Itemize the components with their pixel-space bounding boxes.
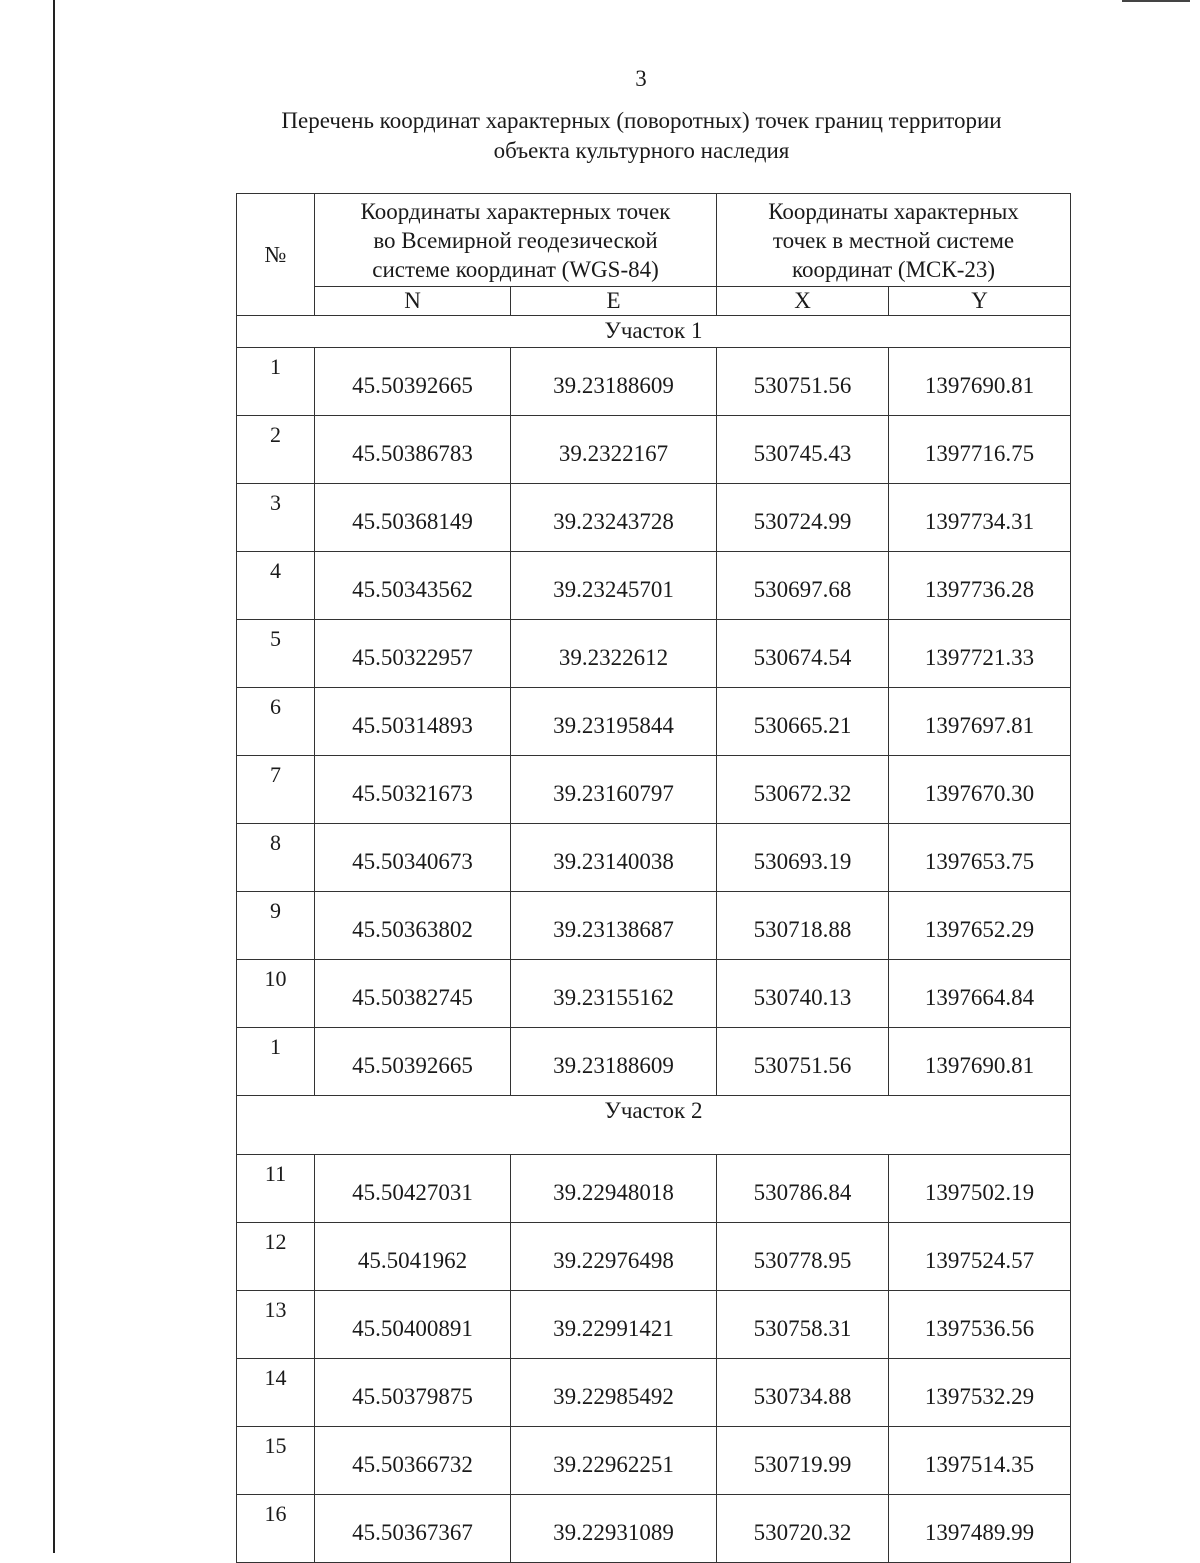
coord-x: 530745.43 — [717, 416, 889, 484]
coord-e: 39.22991421 — [511, 1291, 717, 1359]
coord-n: 45.50392665 — [315, 1028, 511, 1096]
header-wgs-group — [315, 194, 717, 287]
coord-n: 45.50340673 — [315, 824, 511, 892]
coord-y: 1397670.30 — [889, 756, 1071, 824]
coord-y: 1397524.57 — [889, 1223, 1071, 1291]
coord-x: 530786.84 — [717, 1155, 889, 1223]
coord-n: 45.50366732 — [315, 1427, 511, 1495]
point-number: 16 — [237, 1495, 315, 1563]
coord-x: 530778.95 — [717, 1223, 889, 1291]
coord-x: 530734.88 — [717, 1359, 889, 1427]
section-header-row — [237, 316, 1071, 348]
coord-y: 1397734.31 — [889, 484, 1071, 552]
table-row — [237, 484, 1071, 552]
header-y: Y — [889, 287, 1071, 316]
coord-y: 1397653.75 — [889, 824, 1071, 892]
coord-n: 45.50427031 — [315, 1155, 511, 1223]
point-number: 3 — [237, 484, 315, 552]
coord-y: 1397721.33 — [889, 620, 1071, 688]
coord-n: 45.50392665 — [315, 348, 511, 416]
coord-n: 45.50368149 — [315, 484, 511, 552]
coord-x: 530720.32 — [717, 1495, 889, 1563]
coord-y: 1397652.29 — [889, 892, 1071, 960]
coord-n: 45.50322957 — [315, 620, 511, 688]
point-number: 13 — [237, 1291, 315, 1359]
table-row — [237, 1495, 1071, 1563]
coord-y: 1397502.19 — [889, 1155, 1071, 1223]
table-row — [237, 416, 1071, 484]
coord-y: 1397690.81 — [889, 1028, 1071, 1096]
point-number: 15 — [237, 1427, 315, 1495]
coord-n: 45.50379875 — [315, 1359, 511, 1427]
coord-n: 45.50367367 — [315, 1495, 511, 1563]
table-row — [237, 1427, 1071, 1495]
header-e: E — [511, 287, 717, 316]
coord-x: 530758.31 — [717, 1291, 889, 1359]
coord-e: 39.23188609 — [511, 1028, 717, 1096]
coord-e: 39.22931089 — [511, 1495, 717, 1563]
coord-n: 45.50314893 — [315, 688, 511, 756]
title-line-2: объекта культурного наследия — [493, 138, 790, 163]
coord-e: 39.22985492 — [511, 1359, 717, 1427]
header-x: X — [717, 287, 889, 316]
header-n: N — [315, 287, 511, 316]
table-row — [237, 824, 1071, 892]
table-row — [237, 756, 1071, 824]
coord-n: 45.5041962 — [315, 1223, 511, 1291]
table-row — [237, 1359, 1071, 1427]
section-2-title: Участок 2 — [237, 1096, 1071, 1155]
coord-e: 39.2322612 — [511, 620, 717, 688]
header-msk-line-2: точек в местной системе — [772, 227, 1015, 253]
coord-y: 1397736.28 — [889, 552, 1071, 620]
coord-x: 530693.19 — [717, 824, 889, 892]
coord-y: 1397697.81 — [889, 688, 1071, 756]
title-line-1: Перечень координат характерных (поворотных) точек границ территории — [281, 108, 1002, 133]
coord-x: 530751.56 — [717, 1028, 889, 1096]
coord-n: 45.50343562 — [315, 552, 511, 620]
coord-x: 530719.99 — [717, 1427, 889, 1495]
coord-n: 45.50321673 — [315, 756, 511, 824]
coord-e: 39.23160797 — [511, 756, 717, 824]
point-number: 1 — [237, 348, 315, 416]
table-row — [237, 960, 1071, 1028]
coord-y: 1397716.75 — [889, 416, 1071, 484]
table-row — [237, 348, 1071, 416]
table-row — [237, 1155, 1071, 1223]
coord-x: 530672.32 — [717, 756, 889, 824]
header-msk-line-1: Координаты характерных — [768, 198, 1019, 224]
coordinates-table — [236, 193, 1071, 1563]
point-number: 4 — [237, 552, 315, 620]
coord-n: 45.50363802 — [315, 892, 511, 960]
coord-e: 39.23243728 — [511, 484, 717, 552]
header-wgs-line-2: во Всемирной геодезической — [373, 227, 658, 253]
point-number: 12 — [237, 1223, 315, 1291]
coord-e: 39.22948018 — [511, 1155, 717, 1223]
table-row — [237, 552, 1071, 620]
coord-n: 45.50400891 — [315, 1291, 511, 1359]
coord-y: 1397664.84 — [889, 960, 1071, 1028]
coord-e: 39.23155162 — [511, 960, 717, 1028]
point-number: 9 — [237, 892, 315, 960]
coord-x: 530724.99 — [717, 484, 889, 552]
section-1-title: Участок 1 — [237, 316, 1071, 348]
document-title — [200, 106, 1083, 166]
coord-e: 39.2322167 — [511, 416, 717, 484]
coord-e: 39.23245701 — [511, 552, 717, 620]
page-number: 3 — [635, 66, 647, 91]
coord-x: 530718.88 — [717, 892, 889, 960]
point-number: 8 — [237, 824, 315, 892]
point-number: 6 — [237, 688, 315, 756]
table-row — [237, 1291, 1071, 1359]
table-row — [237, 688, 1071, 756]
header-msk-group — [717, 194, 1071, 287]
coord-y: 1397532.29 — [889, 1359, 1071, 1427]
coord-e: 39.23140038 — [511, 824, 717, 892]
table-row — [237, 892, 1071, 960]
coord-e: 39.22976498 — [511, 1223, 717, 1291]
coord-x: 530751.56 — [717, 348, 889, 416]
point-number: 14 — [237, 1359, 315, 1427]
point-number: 10 — [237, 960, 315, 1028]
coord-x: 530665.21 — [717, 688, 889, 756]
coord-e: 39.23188609 — [511, 348, 717, 416]
point-number: 1 — [237, 1028, 315, 1096]
coord-y: 1397690.81 — [889, 348, 1071, 416]
header-wgs-line-1: Координаты характерных точек — [360, 198, 671, 224]
coord-x: 530697.68 — [717, 552, 889, 620]
point-number: 11 — [237, 1155, 315, 1223]
coord-y: 1397489.99 — [889, 1495, 1071, 1563]
coord-x: 530740.13 — [717, 960, 889, 1028]
table-row — [237, 1223, 1071, 1291]
table-row — [237, 1028, 1071, 1096]
scan-edge-top — [1122, 0, 1190, 2]
coord-n: 45.50382745 — [315, 960, 511, 1028]
coord-y: 1397514.35 — [889, 1427, 1071, 1495]
coord-e: 39.23138687 — [511, 892, 717, 960]
section-header-row — [237, 1096, 1071, 1155]
header-wgs-line-3: системе координат (WGS-84) — [372, 256, 659, 282]
scan-edge-left — [53, 0, 55, 1553]
header-num: № — [237, 194, 315, 316]
point-number: 2 — [237, 416, 315, 484]
coord-e: 39.22962251 — [511, 1427, 717, 1495]
point-number: 5 — [237, 620, 315, 688]
header-msk-line-3: координат (МСК-23) — [791, 256, 996, 282]
coord-n: 45.50386783 — [315, 416, 511, 484]
point-number: 7 — [237, 756, 315, 824]
coord-x: 530674.54 — [717, 620, 889, 688]
coord-e: 39.23195844 — [511, 688, 717, 756]
table-row — [237, 620, 1071, 688]
coord-y: 1397536.56 — [889, 1291, 1071, 1359]
